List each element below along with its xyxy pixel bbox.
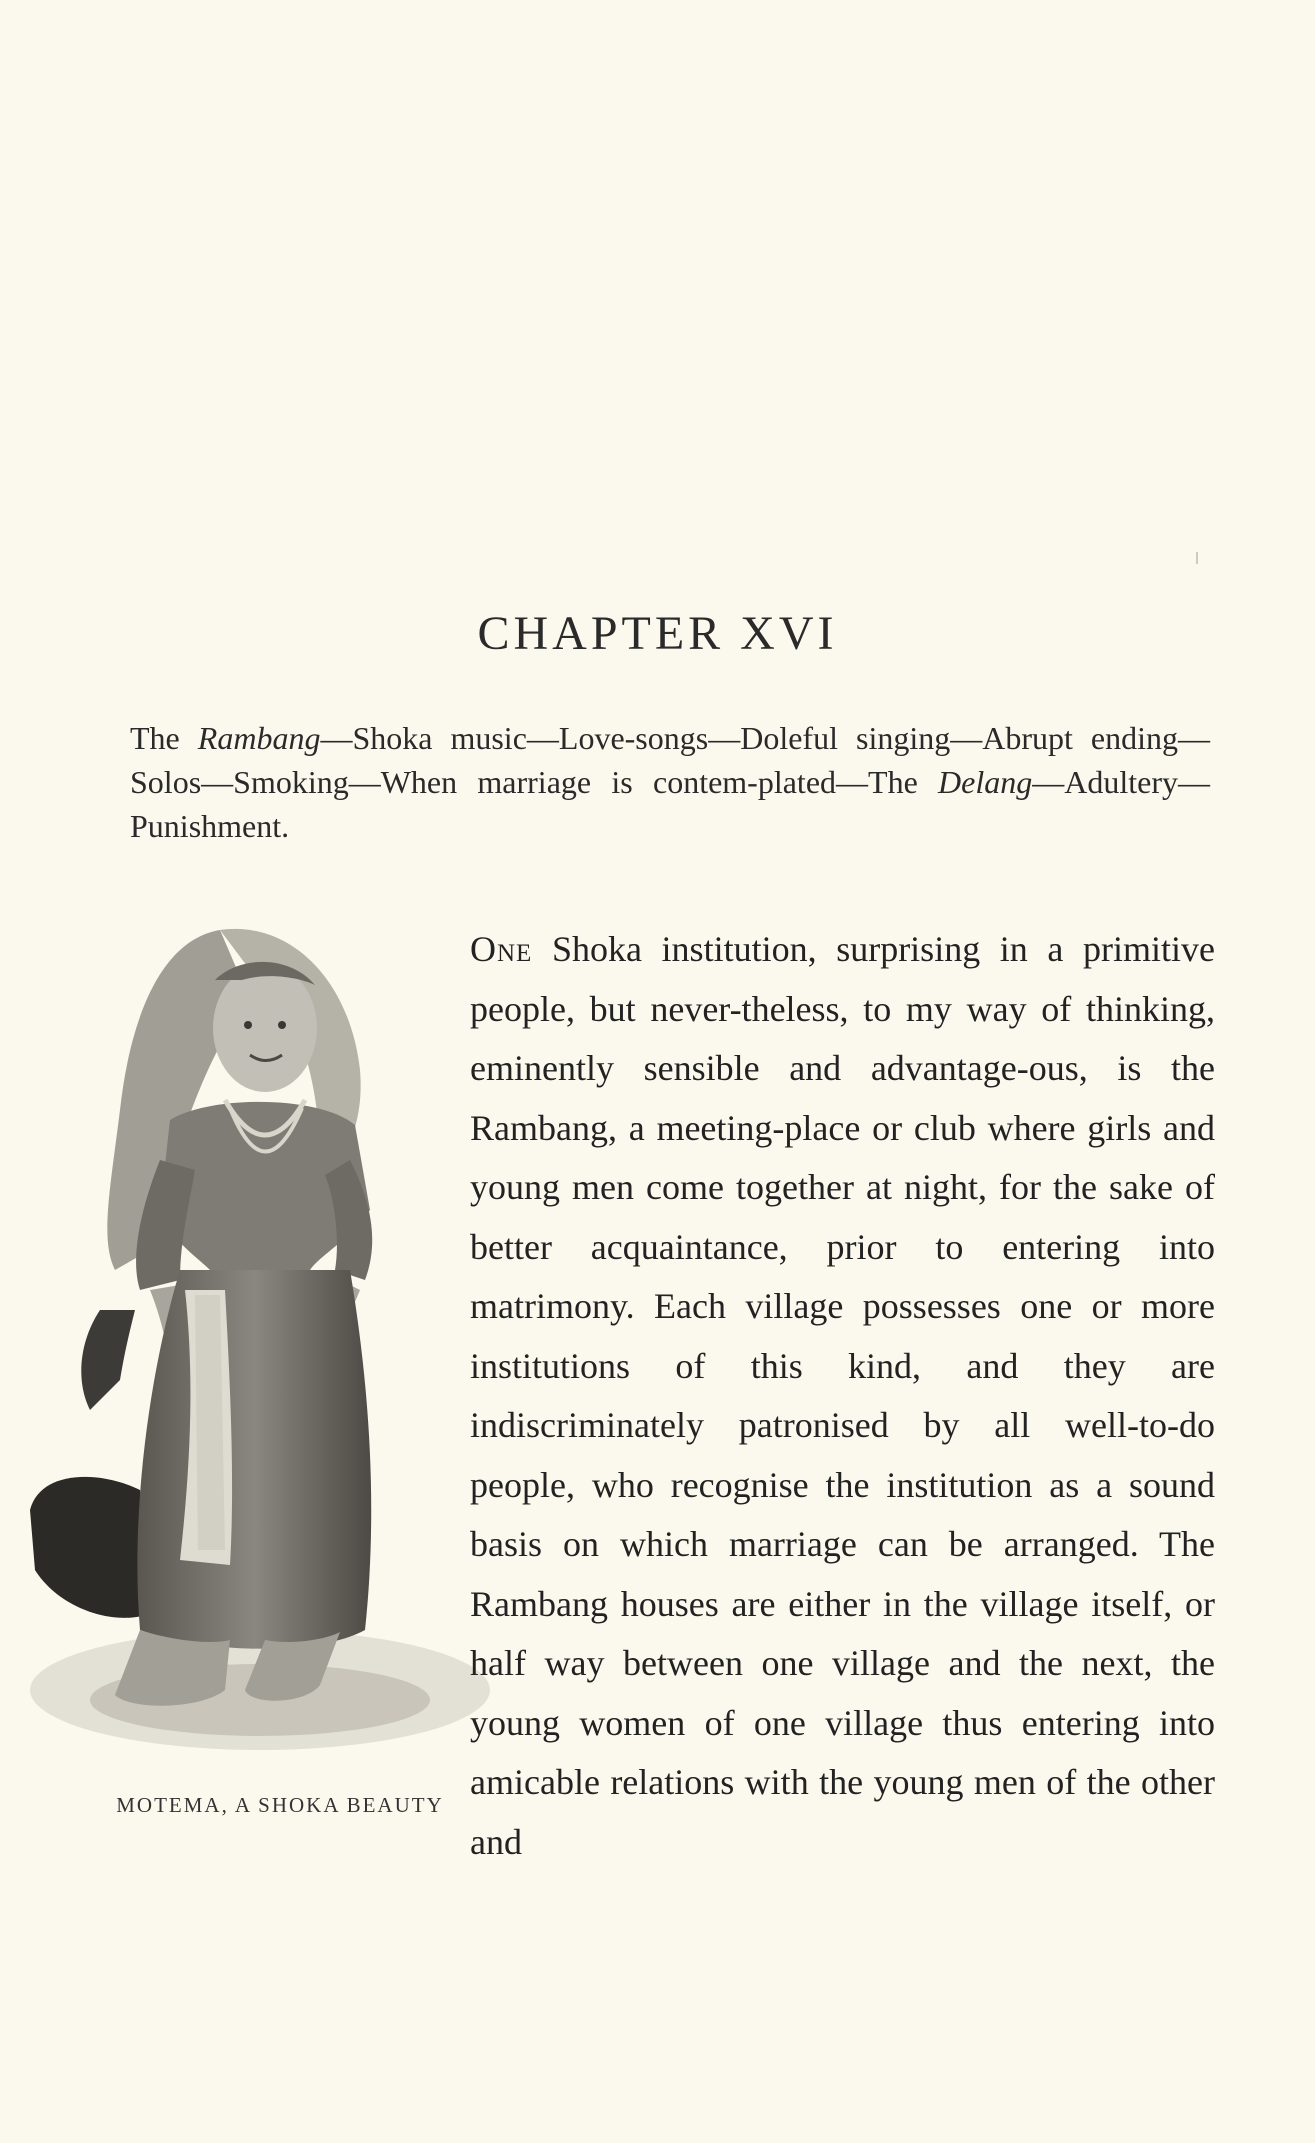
summary-part-2: —Shoka music—Love-songs—Doleful singing—Abrupt ending—Solos—Smoking—When marriage is contem-plated—The	[130, 720, 1211, 800]
summary-part-1: The	[130, 720, 198, 756]
summary-rambang: Rambang	[197, 720, 321, 756]
chapter-summary	[130, 716, 1210, 848]
body-paragraph	[70, 920, 1215, 1872]
figure-caption: MOTEMA, A SHOKA BEAUTY	[116, 1793, 444, 1817]
body-text: Shoka institution, surprising in a primitive people, but never-theless, to my way of thinking, eminently sensible and advantage-ous, is the Rambang, a meeting-place or club where girls and young men come together at night, for the sake of better acquaintance, prior to entering into matrimony. Each village possesses one or more institutions of this kind, and they are indiscriminately patronised by all well-to-do people, who recognise the institution as a sound basis on which marriage can be arranged. The Rambang houses are either in the village itself, or half way between one village and the next, the young women of one village thus entering into amicable relations with the young men of the other and	[470, 929, 1215, 1862]
page-mark	[1196, 552, 1198, 564]
chapter-title: CHAPTER XVI	[477, 607, 838, 660]
figure-wrap-space	[0, 920, 470, 1857]
lead-word: One	[470, 929, 533, 969]
summary-part-3: —Adultery—Punishment.	[130, 764, 1210, 844]
summary-delang: Delang	[938, 764, 1033, 800]
